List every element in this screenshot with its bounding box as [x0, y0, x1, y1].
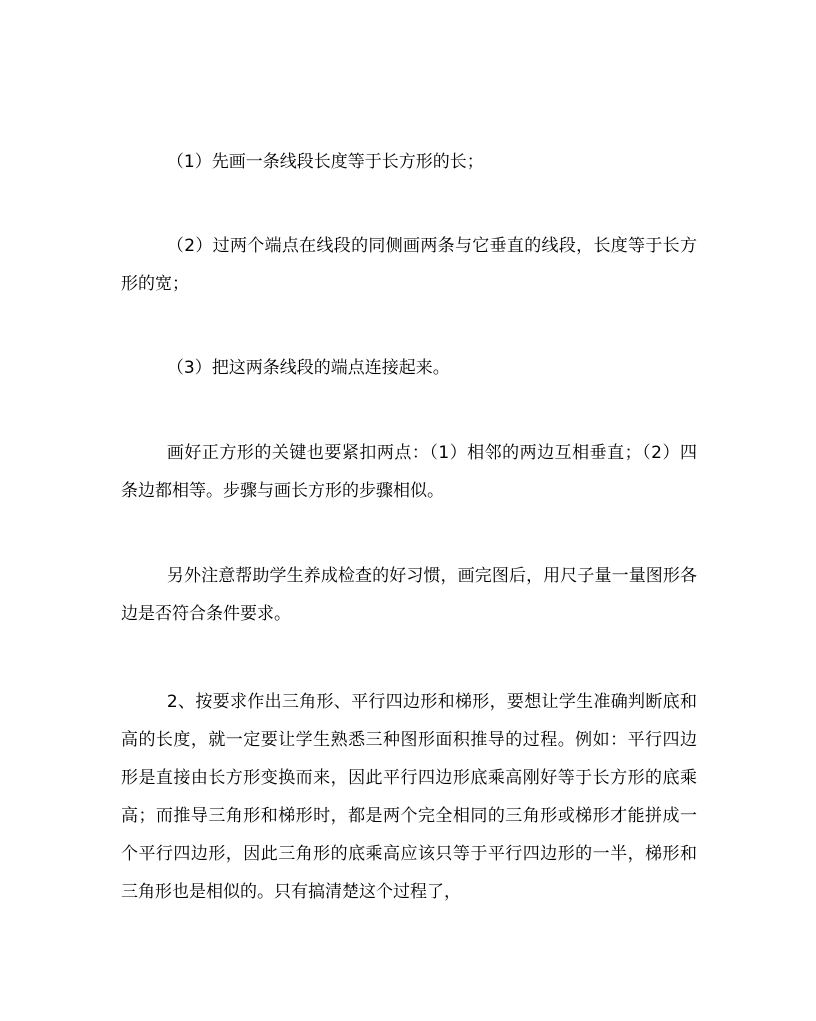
paragraph-step-2: （2）过两个端点在线段的同侧画两条与它垂直的线段，长度等于长方形的宽；: [121, 236, 697, 294]
paragraph-check-habit: 另外注意帮助学生养成检查的好习惯，画完图后，用尺子量一量图形各边是否符合条件要求。: [121, 566, 697, 624]
paragraph-step-1: （1）先画一条线段长度等于长方形的长；: [166, 152, 484, 172]
paragraph-shapes-area: 2、按要求作出三角形、平行四边形和梯形，要想让学生准确判断底和高的长度，就一定要让学生熟悉三种图形面积推导的过程。例如：平行四边形是直接由长方形变换而来，因此平行四边形底乘高刚好等于长方形的底乘高；而推导三角形和梯形时，都是两个完全相同的三角形或梯形才能拼成一个平行四边形，因此三角形的底乘高应该只等于平行四边形的一半，梯形和三角形也是相似的。只有搞清楚这个过程了，: [121, 692, 697, 902]
paragraph-square-tips: 画好正方形的关键也要紧扣两点：（1）相邻的两边互相垂直；（2）四条边都相等。步骤与画长方形的步骤相似。: [121, 443, 697, 501]
paragraph-step-3: （3）把这两条线段的端点连接起来。: [166, 358, 450, 378]
